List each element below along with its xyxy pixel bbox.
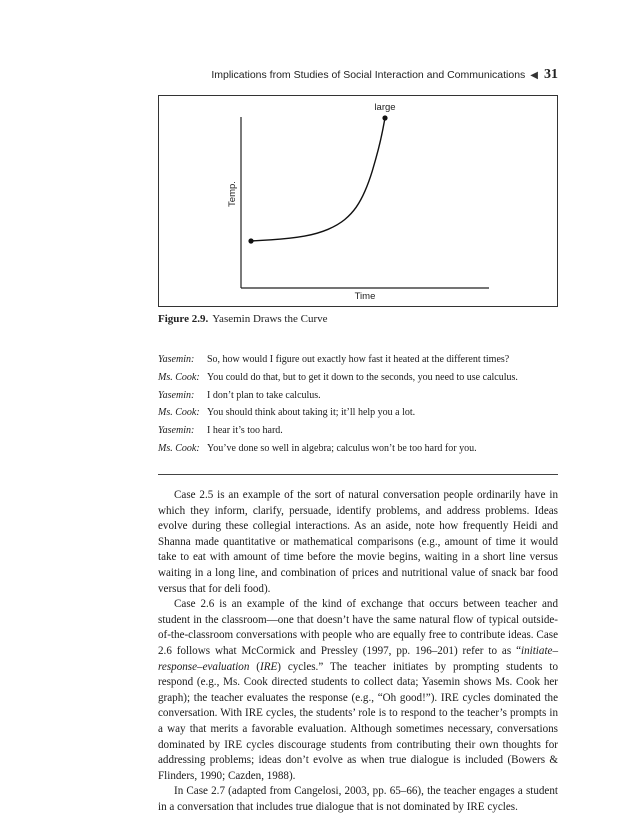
paragraph-3: In Case 2.7 (adapted from Cangelosi, 2003, pp. 65–66), the teacher engages a student in a conversation that includes true dialogue that is not dominated by IRE cycles. — [158, 785, 558, 813]
p2-italic-term: initiate–response–evaluation — [158, 644, 558, 673]
body-text — [158, 488, 558, 815]
figure-caption — [158, 313, 328, 325]
end-point — [382, 115, 387, 120]
p2-part-b: ( — [249, 660, 260, 673]
running-head — [211, 67, 558, 83]
x-axis-label: Time — [354, 291, 376, 302]
figure-label: Figure 2.9. — [158, 313, 209, 325]
series-curve — [251, 118, 385, 241]
speaker: Yasemin: — [158, 425, 195, 437]
section-divider — [158, 474, 558, 475]
speaker: Ms. Cook: — [158, 371, 200, 383]
paragraph-1: Case 2.5 is an example of the sort of natural conversation people ordinarily have in which they inform, clarify, persuade, identify problems, and address problems. Ideas evolve during these collegial interactions. As an aside, note how frequently Heidi and Shanna made quantitative or mathematical comparisons (e.g., amount of time it would take to eat with amount of time before the movie begins, waiting in a short line versus waiting in a long line, and combination of prices and nutritional value of snack bar food versus that for deli food). — [158, 489, 558, 595]
speaker: Yasemin: — [158, 354, 195, 365]
dialogue-row — [158, 369, 558, 387]
y-axis-label: Temp. — [227, 181, 238, 207]
p2-ire-term: IRE — [260, 660, 278, 673]
dialogue-row — [158, 440, 558, 458]
paragraph-2 — [158, 597, 558, 784]
dialogue-line: I hear it’s too hard. — [207, 425, 283, 437]
annotation-large: large — [374, 102, 396, 113]
dialogue-line: You could do that, but to get it down to the seconds, you need to use calculus. — [207, 371, 518, 383]
dialogue-block — [158, 351, 558, 458]
triangle-left-icon: ◀ — [530, 69, 538, 81]
speaker: Ms. Cook: — [158, 442, 200, 454]
dialogue-line: So, how would I figure out exactly how fast it heated at the different times? — [207, 354, 510, 365]
figure-caption-text: Yasemin Draws the Curve — [212, 313, 328, 325]
figure-frame — [158, 95, 558, 307]
dialogue-line: You’ve done so well in algebra; calculus won’t be too hard for you. — [207, 442, 477, 454]
running-title: Implications from Studies of Social Interaction and Communications — [211, 69, 526, 81]
speaker: Ms. Cook: — [158, 407, 200, 419]
page-number: 31 — [544, 67, 558, 82]
p2-part-a: Case 2.6 is an example of the kind of exchange that occurs between teacher and student in the classroom—one that doesn’t have the same natural flow of typical outside-of-the-classroom conversations with people who are equally free to contribute ideas. Case 2.6 follows what McCormick and Pressley (1997, pp. 196–201) refer to as “ — [158, 598, 558, 657]
dialogue-line: You should think about taking it; it’ll help you a lot. — [207, 407, 416, 419]
dialogue-row — [158, 351, 558, 369]
chart — [159, 96, 559, 308]
dialogue-row — [158, 404, 558, 422]
start-point — [248, 238, 253, 243]
speaker: Yasemin: — [158, 389, 195, 401]
p2-part-c: ) cycles.” The teacher initiates by prompting students to respond (e.g., Ms. Cook directed students to collect data; Yasemin shows Ms. Cook her graph); the teacher evaluates the response (e.g., “Oh good!”). IRE cycles dominated the conversation. With IRE cycles, the students’ role is to respond to the teacher’s prompts in a way that merits a favorable evaluation. Although sometimes necessary, conversations dominated by IRE cycles discourage students from contributing their own thoughts for addressing problems; ideas don’t evolve as when true dialogue is included (Bowers & Flinders, 1990; Cazden, 1988). — [158, 660, 559, 782]
dialogue-line: I don’t plan to take calculus. — [207, 389, 321, 401]
dialogue-row — [158, 387, 558, 405]
dialogue-row — [158, 422, 558, 440]
